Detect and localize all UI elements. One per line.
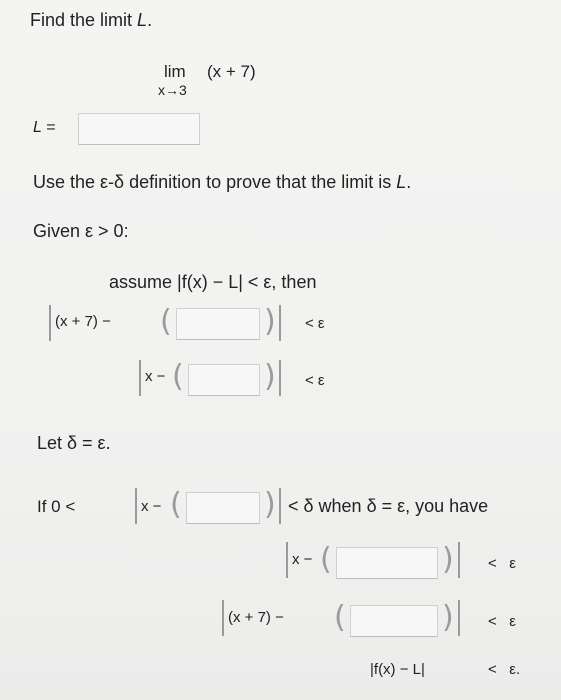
let-delta: Let δ = ε.	[37, 433, 111, 453]
proof-intro-end: .	[406, 172, 412, 192]
close-paren: )	[264, 304, 276, 339]
final-rhs: < ε.	[488, 661, 521, 678]
assume-statement: assume |f(x) − L| < ε, then	[109, 272, 317, 292]
res2-input[interactable]	[350, 605, 438, 637]
abs-bar-right	[279, 305, 281, 341]
res1-rhs: < ε	[488, 555, 516, 572]
res1-input[interactable]	[336, 547, 438, 579]
abs-bar-left	[286, 542, 288, 578]
abs-bar-right	[458, 600, 460, 636]
ineq1-lhs: (x + 7) −	[55, 313, 111, 330]
open-paren: (	[170, 487, 182, 522]
instruction-text: Find the limit	[30, 10, 138, 30]
ineq1-rhs: < ε	[305, 315, 325, 332]
abs-bar-right	[279, 488, 281, 524]
close-paren: )	[442, 600, 454, 635]
if-input[interactable]	[186, 492, 260, 524]
open-paren: (	[172, 359, 184, 394]
abs-bar-left	[139, 360, 141, 396]
abs-bar-left	[49, 305, 51, 341]
close-paren: )	[264, 359, 276, 394]
res2-rhs: < ε	[488, 613, 516, 630]
if-lhs: x −	[141, 498, 162, 515]
limit-subscript: x→3	[158, 82, 187, 98]
limit-expression: (x + 7)	[207, 62, 256, 81]
open-paren: (	[160, 304, 172, 339]
open-paren: (	[334, 600, 346, 635]
proof-intro	[33, 172, 411, 193]
limit-word: lim	[164, 62, 186, 81]
limit-answer-input[interactable]	[78, 113, 200, 145]
close-paren: )	[442, 542, 454, 577]
proof-intro-text: Use the ε-δ definition to prove that the limit is	[33, 172, 397, 192]
abs-bar-right	[458, 542, 460, 578]
problem-instruction	[30, 10, 152, 31]
ineq2-rhs: < ε	[305, 372, 325, 389]
given-epsilon: Given ε > 0:	[33, 221, 129, 241]
ineq2-input[interactable]	[188, 364, 260, 396]
abs-bar-right	[279, 360, 281, 396]
ineq2-lhs: x −	[145, 368, 166, 385]
open-paren: (	[320, 542, 332, 577]
ineq1-input[interactable]	[176, 308, 260, 340]
abs-bar-left	[222, 600, 224, 636]
close-paren: )	[264, 487, 276, 522]
res2-lhs: (x + 7) −	[228, 609, 284, 626]
answer-label: L =	[33, 119, 56, 136]
instruction-variable: L	[137, 10, 148, 30]
if-prefix: If 0 <	[37, 497, 76, 516]
proof-intro-variable: L	[396, 172, 407, 192]
instruction-suffix: .	[147, 10, 153, 30]
final-lhs: |f(x) − L|	[370, 661, 425, 678]
abs-bar-left	[135, 488, 137, 524]
if-suffix: < δ when δ = ε, you have	[288, 496, 489, 516]
res1-lhs: x −	[292, 551, 313, 568]
